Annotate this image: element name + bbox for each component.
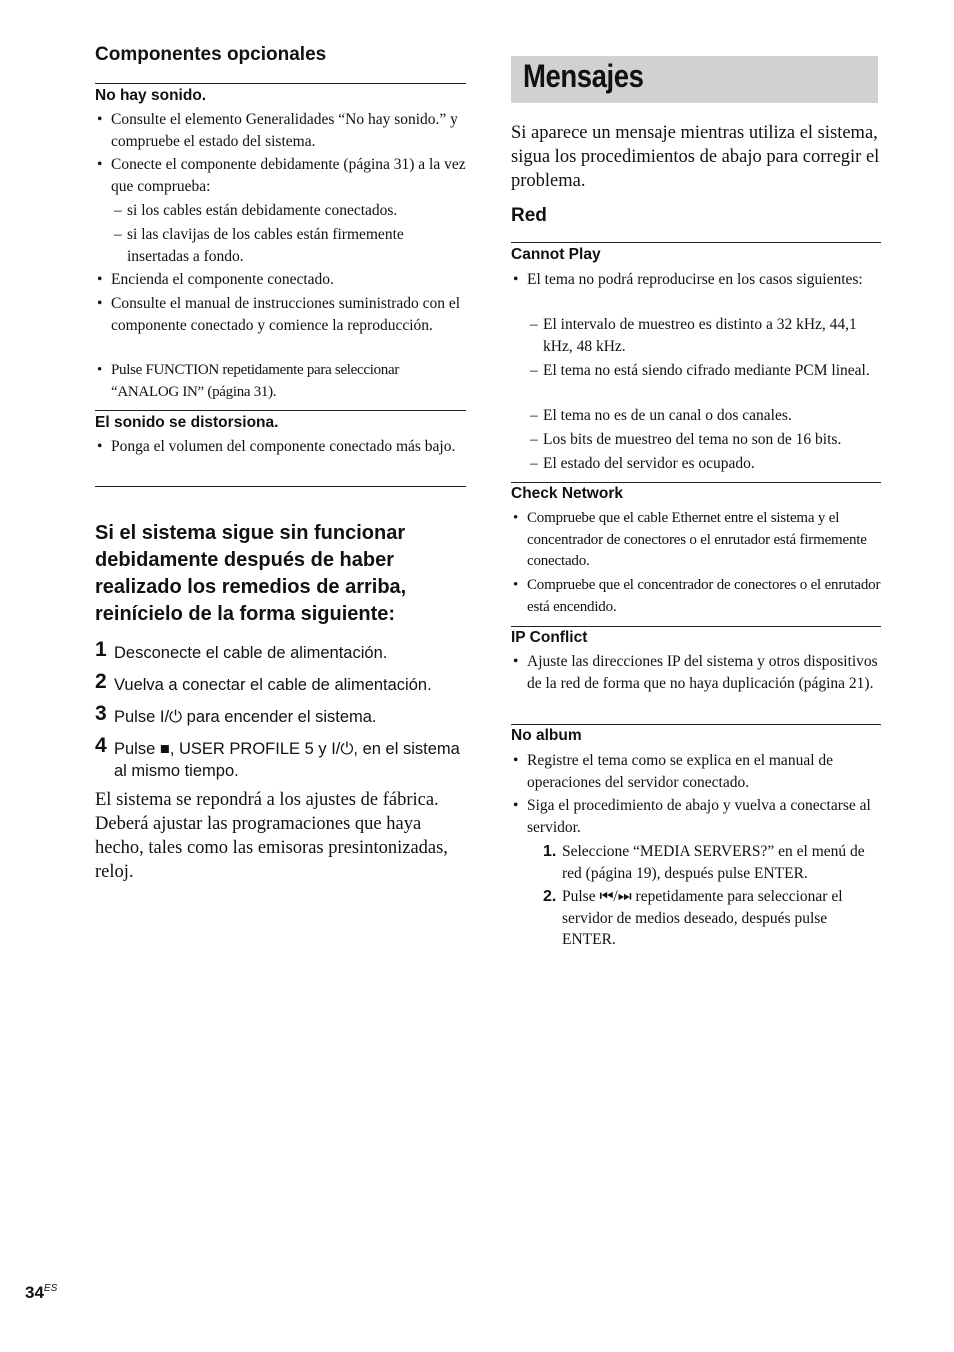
no-album-title: No album: [511, 727, 582, 744]
divider: [95, 410, 466, 411]
divider: [95, 486, 466, 487]
no-sound-title: No hay sonido.: [95, 87, 207, 104]
closing-paragraph: El sistema se repondrá a los ajustes de fábrica. Deberá ajustar las programaciones que haya hecho, tales como las emisoras presintonizadas, reloj.: [95, 790, 448, 882]
optional-components-heading: Componentes opcionales: [95, 44, 327, 65]
divider: [95, 83, 466, 84]
list-item: • Encienda el componente conectado.: [97, 271, 334, 288]
banner-title: Mensajes: [523, 58, 644, 94]
network-heading: Red: [511, 205, 547, 226]
list-item: • Conecte el componente debidamente (página 31) a la vez que comprueba:: [97, 156, 466, 195]
list-item: • Ajuste las direcciones IP del sistema y otros dispositivos de la red de forma que no haya duplicación (página 21).: [513, 653, 878, 692]
list-subitem: – Los bits de muestreo del tema no son de 16 bits.: [530, 431, 842, 448]
list-item: • Registre el tema como se explica en el manual de operaciones del servidor conectado.: [513, 752, 834, 791]
list-item: • Consulte el elemento Generalidades “No hay sonido.” y compruebe el estado del sistema.: [97, 111, 458, 150]
list-item: • Consulte el manual de instrucciones suministrado con el componente conectado y comience la reproducción.: [97, 295, 461, 334]
divider: [511, 242, 881, 243]
page-number: $34^{ES}$: [25, 1283, 58, 1302]
divider: [511, 482, 881, 483]
list-item: • Compruebe que el cable Ethernet entre el sistema y el concentrador de conectores o el enrutador está firmemente conectado.: [513, 510, 867, 569]
list-item: • Siga el procedimiento de abajo y vuelva a conectarse al servidor.: [513, 797, 871, 836]
cannot-play-title: Cannot Play: [511, 246, 601, 263]
list-item: • El tema no podrá reproducirse en los casos siguientes:: [513, 271, 863, 288]
list-subitem: – El tema no es de un canal o dos canales.: [530, 407, 792, 424]
list-subitem: – si los cables están debidamente conectados.: [114, 202, 398, 219]
divider: [511, 626, 881, 627]
list-item: • Compruebe que el concentrador de conectores o el enrutador está encendido.: [513, 577, 881, 615]
distorted-title: El sonido se distorsiona.: [95, 414, 279, 431]
list-subitem: – si las clavijas de los cables están firmemente insertadas a fondo.: [114, 226, 404, 265]
list-item: • Pulse FUNCTION repetidamente para seleccionar “ANALOG IN” (página 31).: [97, 362, 400, 400]
check-network-title: Check Network: [511, 485, 623, 502]
list-subitem: – El estado del servidor es ocupado.: [530, 455, 755, 472]
list-item: • Ponga el volumen del componente conectado más bajo.: [97, 438, 456, 455]
divider: [511, 724, 881, 725]
messages-banner: [511, 56, 878, 103]
ip-conflict-title: IP Conflict: [511, 629, 588, 646]
list-subitem: – El intervalo de muestreo es distinto a 32 kHz, 44,1 kHz, 48 kHz.: [530, 316, 857, 355]
intro-paragraph: Si aparece un mensaje mientras utiliza el sistema, sigua los procedimientos de abajo para corregir el problema.: [511, 123, 880, 191]
reset-heading: Si el sistema sigue sin funcionar debidamente después de haber realizado los remedios de arriba, reinícielo de la forma siguiente:: [95, 522, 407, 625]
list-subitem: – El tema no está siendo cifrado mediante PCM lineal.: [530, 362, 870, 379]
